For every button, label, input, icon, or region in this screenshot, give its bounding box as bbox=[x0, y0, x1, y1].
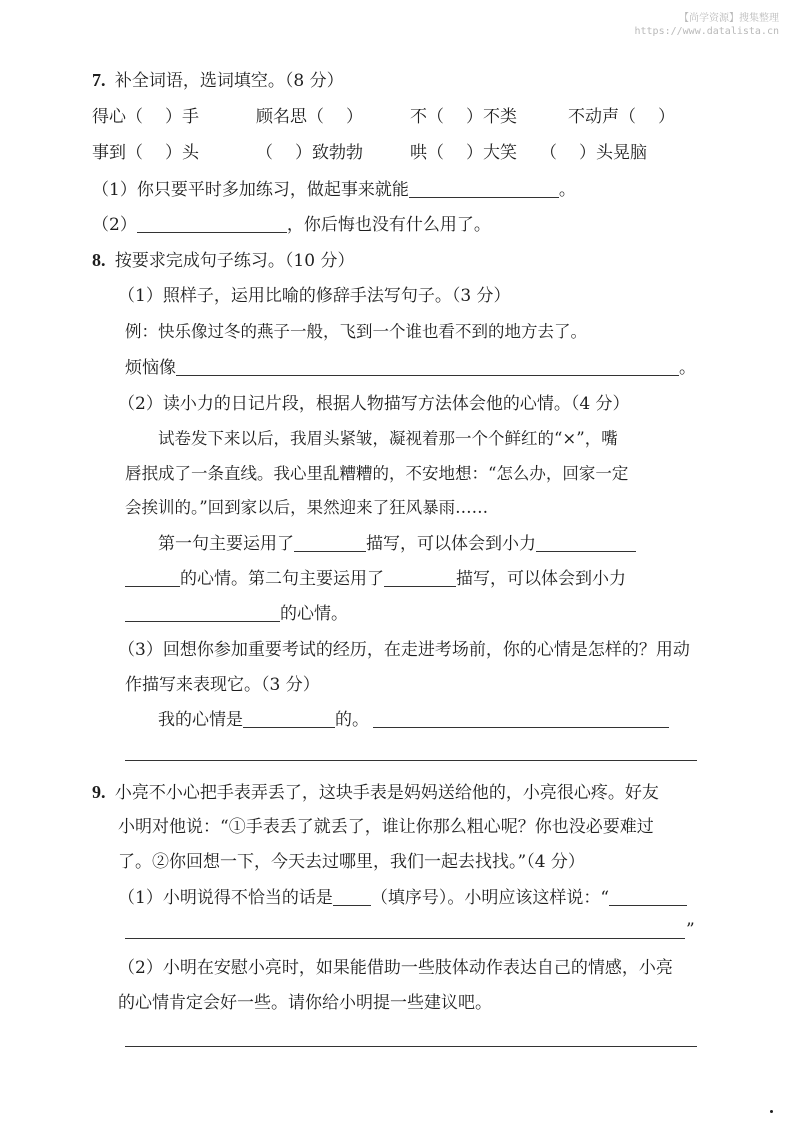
q8-part1-example: 例：快乐像过冬的燕子一般，飞到一个谁也看不到的地方去了。 bbox=[125, 322, 587, 341]
q8-part2-answer-3: 的心情。 bbox=[125, 602, 348, 626]
q8-part3-answer: 我的心情是 的。 bbox=[158, 708, 669, 732]
q9-line-3: 了。②你回想一下，今天去过哪里，我们一起去找找。”（4 分） bbox=[118, 852, 585, 872]
idiom-item: 事到（ ）头 bbox=[92, 143, 199, 163]
watermark-url: https://www.datalista.cn bbox=[634, 26, 779, 37]
answer-blank[interactable] bbox=[294, 534, 366, 552]
answer-blank[interactable] bbox=[409, 180, 559, 198]
diary-line-1: 试卷发下来以后，我眉头紧皱，凝视着那一个个鲜红的“×”，嘴 bbox=[158, 429, 618, 448]
q8-part3-title-2: 作描写来表现它。（3 分） bbox=[125, 675, 320, 695]
watermark-source: 【尚学资源】搜集整理 bbox=[679, 13, 779, 24]
watermark bbox=[635, 12, 780, 38]
q7-number: 7. bbox=[92, 70, 106, 90]
q9-number: 9. bbox=[92, 782, 106, 802]
closing-quote: ” bbox=[686, 920, 695, 940]
answer-blank[interactable] bbox=[176, 358, 679, 376]
answer-blank[interactable] bbox=[384, 569, 456, 587]
answer-blank[interactable] bbox=[243, 710, 335, 728]
answer-line[interactable] bbox=[125, 760, 697, 761]
q7-title: 补全词语，选词填空。（8 分） bbox=[114, 71, 344, 91]
q7-heading bbox=[92, 68, 344, 93]
q9-part2-line-2: 的心情肯定会好一些。请你给小明提一些建议吧。 bbox=[118, 993, 492, 1013]
idiom-item: 得心（ ）手 bbox=[92, 107, 199, 127]
q7-sentence-1: （1）你只要平时多加练习，做起事来就能 。 bbox=[92, 180, 576, 200]
answer-line[interactable] bbox=[125, 938, 685, 939]
q9-part1: （1）小明说得不恰当的话是 （填序号）。小明应该这样说：“ bbox=[118, 886, 687, 910]
q8-part1-title: （1）照样子，运用比喻的修辞手法写句子。（3 分） bbox=[118, 286, 511, 306]
q9-line-2: 小明对他说：“①手表丢了就丢了，谁让你那么粗心呢？你也没必要难过 bbox=[118, 817, 654, 837]
answer-line[interactable] bbox=[125, 1046, 697, 1047]
q9-part2-line-1: （2）小明在安慰小亮时，如果能借助一些肢体动作表达自己的情感，小亮 bbox=[118, 958, 673, 978]
answer-blank[interactable] bbox=[373, 710, 669, 728]
q8-part3-title-1: （3）回想你参加重要考试的经历，在走进考场前，你的心情是怎样的？用动 bbox=[118, 640, 690, 660]
q7-sentence-2: （2） ，你后悔也没有什么用了。 bbox=[92, 215, 491, 235]
answer-blank[interactable] bbox=[125, 604, 280, 622]
idiom-item: （ ）头晃脑 bbox=[540, 143, 647, 163]
idiom-item: 不动声（ ） bbox=[568, 107, 675, 127]
idiom-item: 不（ ）不类 bbox=[410, 107, 517, 127]
answer-blank[interactable] bbox=[125, 569, 180, 587]
q8-title: 按要求完成句子练习。（10 分） bbox=[114, 251, 355, 271]
answer-blank[interactable] bbox=[137, 215, 287, 233]
answer-blank[interactable] bbox=[333, 888, 371, 906]
q9-line-1: 9. 小亮不小心把手表弄丢了，这块手表是妈妈送给他的，小亮很心疼。好友 bbox=[92, 782, 659, 803]
idiom-item: （ ）致勃勃 bbox=[256, 143, 363, 163]
q8-part2-answer-2: 的心情。第二句主要运用了 描写，可以体会到小力 bbox=[125, 567, 626, 591]
answer-blank[interactable] bbox=[609, 888, 687, 906]
q8-heading bbox=[92, 248, 354, 273]
idiom-item: 哄（ ）大笑 bbox=[410, 143, 517, 163]
answer-blank[interactable] bbox=[536, 534, 636, 552]
q8-number: 8. bbox=[92, 250, 106, 270]
diary-line-2: 唇抿成了一条直线。我心里乱糟糟的，不安地想：“怎么办，回家一定 bbox=[125, 464, 629, 483]
q8-part2-title: （2）读小力的日记片段，根据人物描写方法体会他的心情。（4 分） bbox=[118, 394, 630, 414]
q8-part2-answer-1: 第一句主要运用了 描写，可以体会到小力 bbox=[158, 532, 636, 556]
idiom-item: 顾名思（ ） bbox=[256, 107, 363, 127]
q8-part1-prompt: 烦恼像 。 bbox=[125, 358, 696, 378]
page-mark bbox=[770, 1110, 773, 1113]
diary-line-3: 会挨训的。”回到家以后，果然迎来了狂风暴雨…… bbox=[125, 498, 489, 517]
